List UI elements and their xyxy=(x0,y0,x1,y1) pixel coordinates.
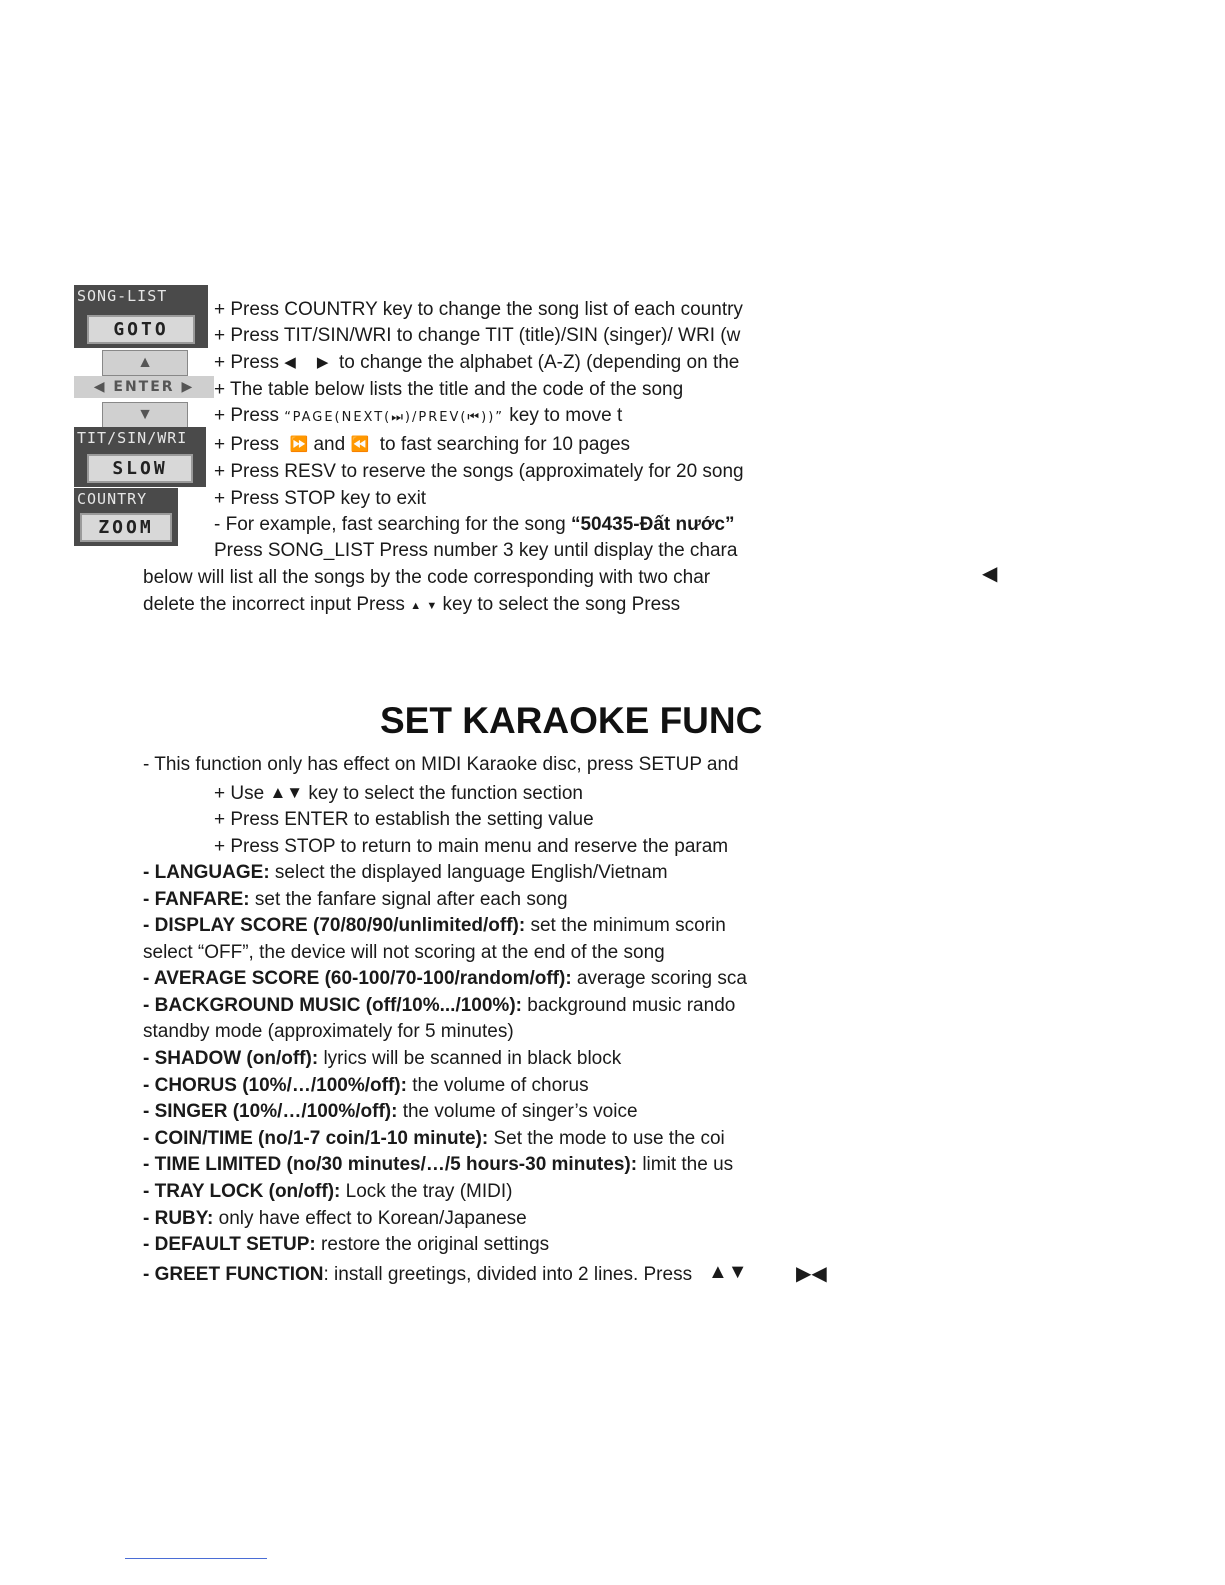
enter-button: ◀ ENTER ▶ xyxy=(74,376,214,398)
text: - For example, fast searching for the song xyxy=(214,514,566,535)
goto-label: GOTO xyxy=(87,315,195,344)
list-item xyxy=(143,1020,514,1044)
search-line-11: below will list all the songs by the code corresponding with two char xyxy=(143,567,711,588)
item-label: - DISPLAY SCORE (70/80/90/unlimited/off): xyxy=(143,915,526,936)
song-list-label: SONG-LIST xyxy=(77,287,168,305)
item-label: - BACKGROUND MUSIC (off/10%.../100%): xyxy=(143,995,522,1016)
text: + Press xyxy=(214,352,279,373)
item-text: the volume of singer’s voice xyxy=(397,1101,638,1122)
search-line-5 xyxy=(214,404,622,430)
right-left-arrows-icon: ▶◀ xyxy=(796,1263,827,1285)
text: to change the alphabet (A-Z) (depending on the xyxy=(339,352,740,373)
text: key to move t xyxy=(509,405,623,426)
item-label: - RUBY: xyxy=(143,1208,214,1229)
fast-rewind-icon: ⏪ xyxy=(350,436,370,453)
item-label: - DEFAULT SETUP: xyxy=(143,1234,316,1255)
up-arrow-icon: ▲ xyxy=(410,600,422,612)
item-text: : install greetings, divided into 2 lines. Press xyxy=(323,1264,693,1285)
search-line-4: + The table below lists the title and the code of the song xyxy=(214,379,684,400)
list-item xyxy=(143,888,568,912)
item-text: select the displayed language English/Vietnam xyxy=(269,862,668,883)
item-label: - GREET FUNCTION xyxy=(143,1264,324,1285)
text: + Press xyxy=(214,434,279,455)
item-text: standby mode (approximately for 5 minutes) xyxy=(143,1021,514,1042)
list-item xyxy=(143,1180,512,1204)
list-item xyxy=(143,994,735,1018)
list-item xyxy=(143,941,665,965)
item-text: background music rando xyxy=(521,995,736,1016)
search-line-8: + Press STOP key to exit xyxy=(214,488,427,509)
page-next-prev-key: “PAGE(NEXT(⏭)/PREV(⏮))” xyxy=(284,410,505,425)
list-item xyxy=(143,1153,733,1177)
up-down-arrows-icon: ▲▼ xyxy=(708,1261,748,1283)
text: to fast searching for 10 pages xyxy=(379,434,631,455)
list-item xyxy=(143,1263,692,1287)
search-line-7: + Press RESV to reserve the songs (approximately for 20 song xyxy=(214,461,744,482)
list-item xyxy=(143,1127,725,1151)
footnote-separator xyxy=(125,1558,267,1559)
song-list-goto-button xyxy=(74,285,208,348)
item-text: Lock the tray (MIDI) xyxy=(340,1181,513,1202)
right-arrow-icon: ▶ xyxy=(316,354,329,371)
navigation-pad xyxy=(74,350,214,428)
list-item xyxy=(143,967,747,991)
example-song: “50435-Đất nước” xyxy=(570,514,735,535)
search-line-6 xyxy=(214,433,630,457)
item-text: restore the original settings xyxy=(315,1234,550,1255)
text: and xyxy=(313,434,346,455)
left-arrow-icon: ◀ xyxy=(284,354,296,371)
section-heading: SET KARAOKE FUNC xyxy=(380,700,763,741)
tit-sin-wri-slow-button xyxy=(74,427,206,487)
country-zoom-button xyxy=(74,488,178,546)
down-arrow-icon: ▼ xyxy=(426,600,438,612)
karaoke-use-line xyxy=(214,781,583,806)
item-label: - LANGUAGE: xyxy=(143,862,270,883)
fast-forward-icon: ⏩ xyxy=(289,436,309,453)
search-line-10: Press SONG_LIST Press number 3 key until display the chara xyxy=(214,540,738,561)
search-line-9 xyxy=(214,513,734,537)
zoom-label: ZOOM xyxy=(80,513,172,542)
list-item xyxy=(143,1047,621,1071)
list-item xyxy=(143,1074,589,1098)
item-label: - TIME LIMITED (no/30 minutes/…/5 hours-30 minutes): xyxy=(143,1154,638,1175)
item-label: - SINGER (10%/…/100%/off): xyxy=(143,1101,398,1122)
search-line-1: + Press COUNTRY key to change the song list of each country xyxy=(214,299,743,320)
list-item xyxy=(143,1233,549,1257)
text: + Press xyxy=(214,405,279,426)
text: + Use xyxy=(214,783,265,804)
text: key to select the song Press xyxy=(442,594,681,615)
text: delete the incorrect input Press xyxy=(143,594,405,615)
item-text: limit the us xyxy=(637,1154,734,1175)
arrow-up-icon: ▲ xyxy=(102,350,188,376)
list-item xyxy=(143,1100,638,1124)
country-label: COUNTRY xyxy=(77,490,148,508)
left-arrow-icon: ◀ xyxy=(982,563,998,585)
item-label: - FANFARE: xyxy=(143,889,250,910)
item-text: set the fanfare signal after each song xyxy=(249,889,568,910)
item-text: lyrics will be scanned in black block xyxy=(318,1048,622,1069)
item-label: - COIN/TIME (no/1-7 coin/1-10 minute): xyxy=(143,1128,489,1149)
list-item xyxy=(143,1207,527,1231)
list-item xyxy=(143,861,668,885)
item-text: only have effect to Korean/Japanese xyxy=(213,1208,527,1229)
text: key to select the function section xyxy=(308,783,583,804)
slow-label: SLOW xyxy=(87,454,193,483)
karaoke-intro: - This function only has effect on MIDI Karaoke disc, press SETUP and xyxy=(143,754,739,775)
item-label: - CHORUS (10%/…/100%/off): xyxy=(143,1075,407,1096)
arrow-down-icon: ▼ xyxy=(102,402,188,428)
item-label: - AVERAGE SCORE (60-100/70-100/random/off): xyxy=(143,968,572,989)
item-text: the volume of chorus xyxy=(406,1075,589,1096)
karaoke-stop-line: + Press STOP to return to main menu and reserve the param xyxy=(214,836,729,857)
item-text: set the minimum scorin xyxy=(525,915,726,936)
item-label: - TRAY LOCK (on/off): xyxy=(143,1181,341,1202)
karaoke-enter-line: + Press ENTER to establish the setting value xyxy=(214,809,594,830)
item-text: select “OFF”, the device will not scoring at the end of the song xyxy=(143,942,665,963)
item-text: Set the mode to use the coi xyxy=(488,1128,725,1149)
item-text: average scoring sca xyxy=(571,968,747,989)
list-item xyxy=(143,914,726,938)
search-line-2: + Press TIT/SIN/WRI to change TIT (title)/SIN (singer)/ WRI (w xyxy=(214,325,741,346)
tit-sin-wri-label: TIT/SIN/WRI xyxy=(77,429,188,447)
search-line-12 xyxy=(143,593,680,618)
search-line-3 xyxy=(214,351,739,375)
item-label: - SHADOW (on/off): xyxy=(143,1048,319,1069)
up-down-arrows-icon: ▲▼ xyxy=(269,783,304,802)
